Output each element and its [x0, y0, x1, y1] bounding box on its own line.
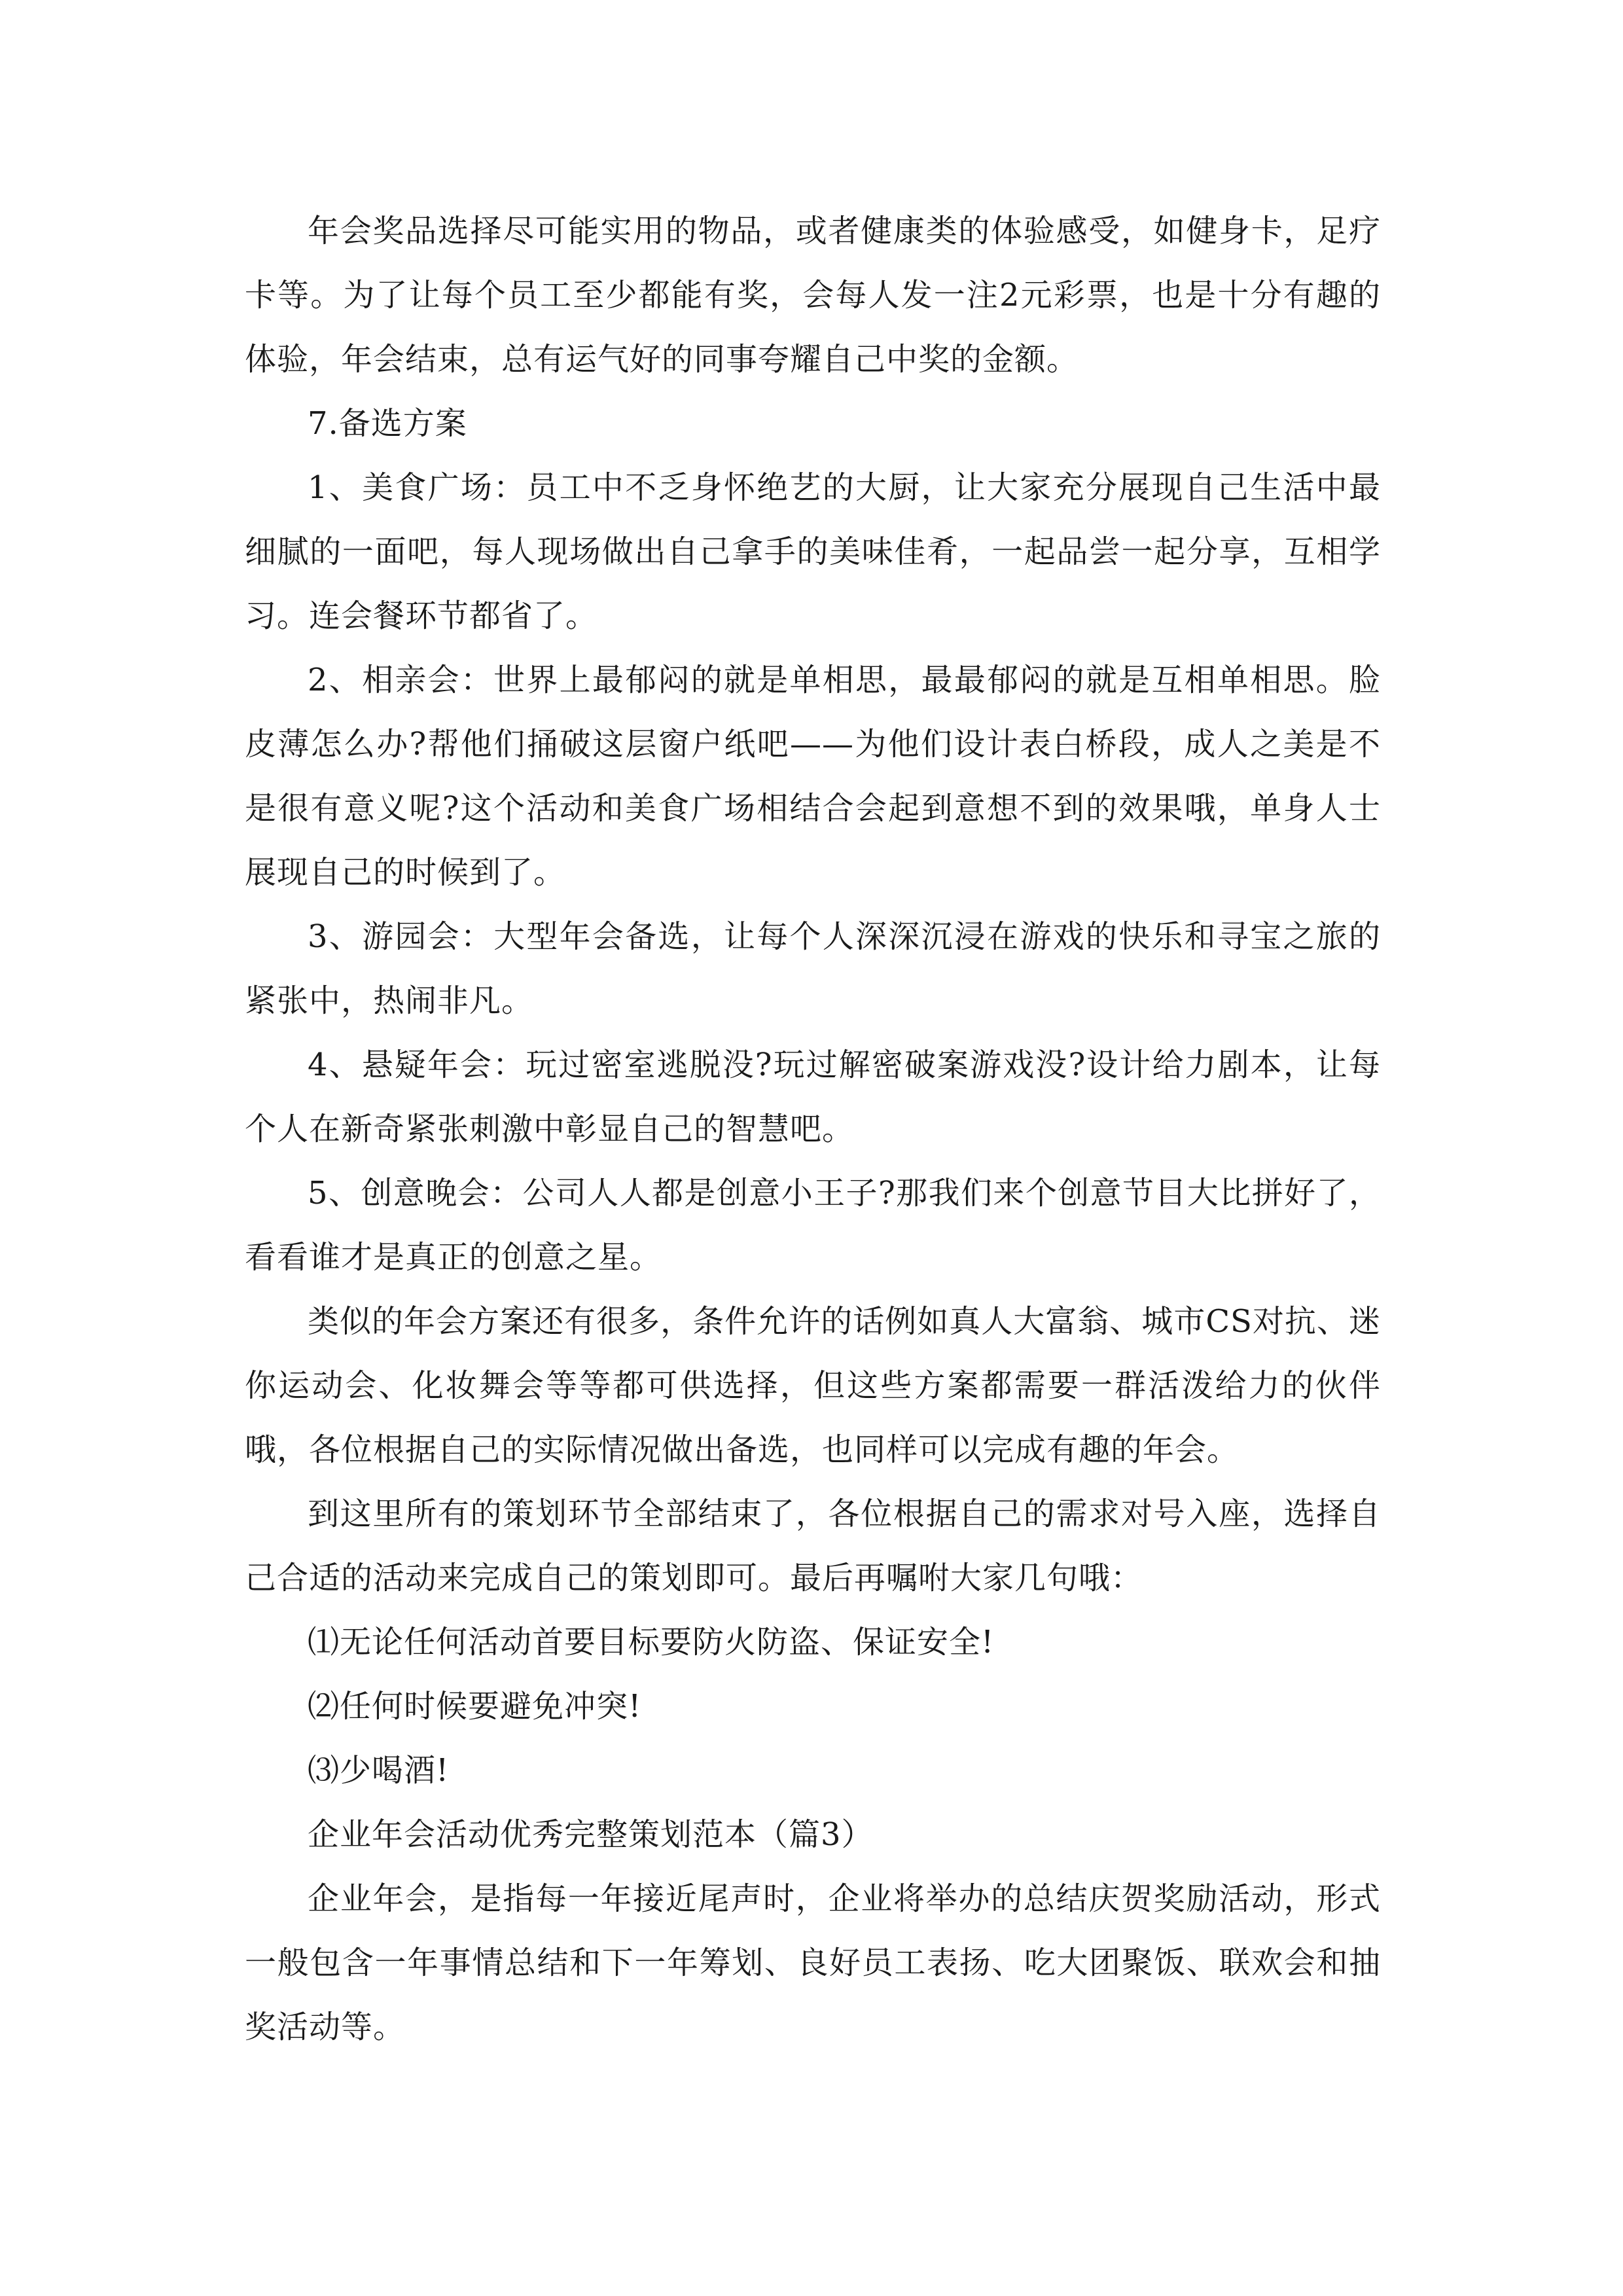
paragraph-mystery: 4、悬疑年会：玩过密室逃脱没?玩过解密破案游戏没?设计给力剧本，让每个人在新奇紧张刺激中彰显自己的智慧吧。: [245, 1047, 1381, 1147]
paragraph-creative-night: 5、创意晚会：公司人人都是创意小王子?那我们来个创意节目大比拼好了，看看谁才是真正的创意之星。: [245, 1175, 1381, 1276]
paragraph-garden-party: 3、游园会：大型年会备选，让每个人深深沉浸在游戏的快乐和寻宝之旅的紧张中，热闹非凡。: [245, 918, 1381, 1019]
paragraph-similar-plans: 类似的年会方案还有很多，条件允许的话例如真人大富翁、城市CS对抗、迷你运动会、化妆舞会等等都可供选择，但这些方案都需要一群活泼给力的伙伴哦，各位根据自己的实际情况做出备选，也同样可以完成有趣的年会。: [245, 1303, 1381, 1468]
section-heading-alternatives: 7.备选方案: [308, 405, 467, 442]
document-body: [245, 199, 1381, 2059]
list-item-safety: ⑴无论任何活动首要目标要防火防盗、保证安全!: [308, 1624, 995, 1660]
list-item-conflict: ⑵任何时候要避免冲突!: [308, 1688, 642, 1725]
list-item-drinking: ⑶少喝酒!: [308, 1752, 450, 1789]
paragraph-conclusion: 到这里所有的策划环节全部结束了，各位根据自己的需求对号入座，选择自己合适的活动来完成自己的策划即可。最后再嘱咐大家几句哦：: [245, 1496, 1381, 1596]
section-title-part3: 企业年会活动优秀完整策划范本（篇3）: [308, 1816, 874, 1853]
paragraph-food-court: 1、美食广场：员工中不乏身怀绝艺的大厨，让大家充分展现自己生活中最细腻的一面吧，每人现场做出自己拿手的美味佳肴，一起品尝一起分享，互相学习。连会餐环节都省了。: [245, 469, 1381, 634]
paragraph-blind-date: 2、相亲会：世界上最郁闷的就是单相思，最最郁闷的就是互相单相思。脸皮薄怎么办?帮他们捅破这层窗户纸吧——为他们设计表白桥段，成人之美是不是很有意义呢?这个活动和美食广场相结合会起到意想不到的效果哦，单身人士展现自己的时候到了。: [245, 662, 1381, 891]
paragraph-annual-meeting-definition: 企业年会，是指每一年接近尾声时，企业将举办的总结庆贺奖励活动，形式一般包含一年事情总结和下一年筹划、良好员工表扬、吃大团聚饭、联欢会和抽奖活动等。: [245, 1880, 1381, 2045]
paragraph-prizes: 年会奖品选择尽可能实用的物品，或者健康类的体验感受，如健身卡，足疗卡等。为了让每个员工至少都能有奖，会每人发一注2元彩票，也是十分有趣的体验，年会结束，总有运气好的同事夸耀自己中奖的金额。: [245, 213, 1381, 378]
